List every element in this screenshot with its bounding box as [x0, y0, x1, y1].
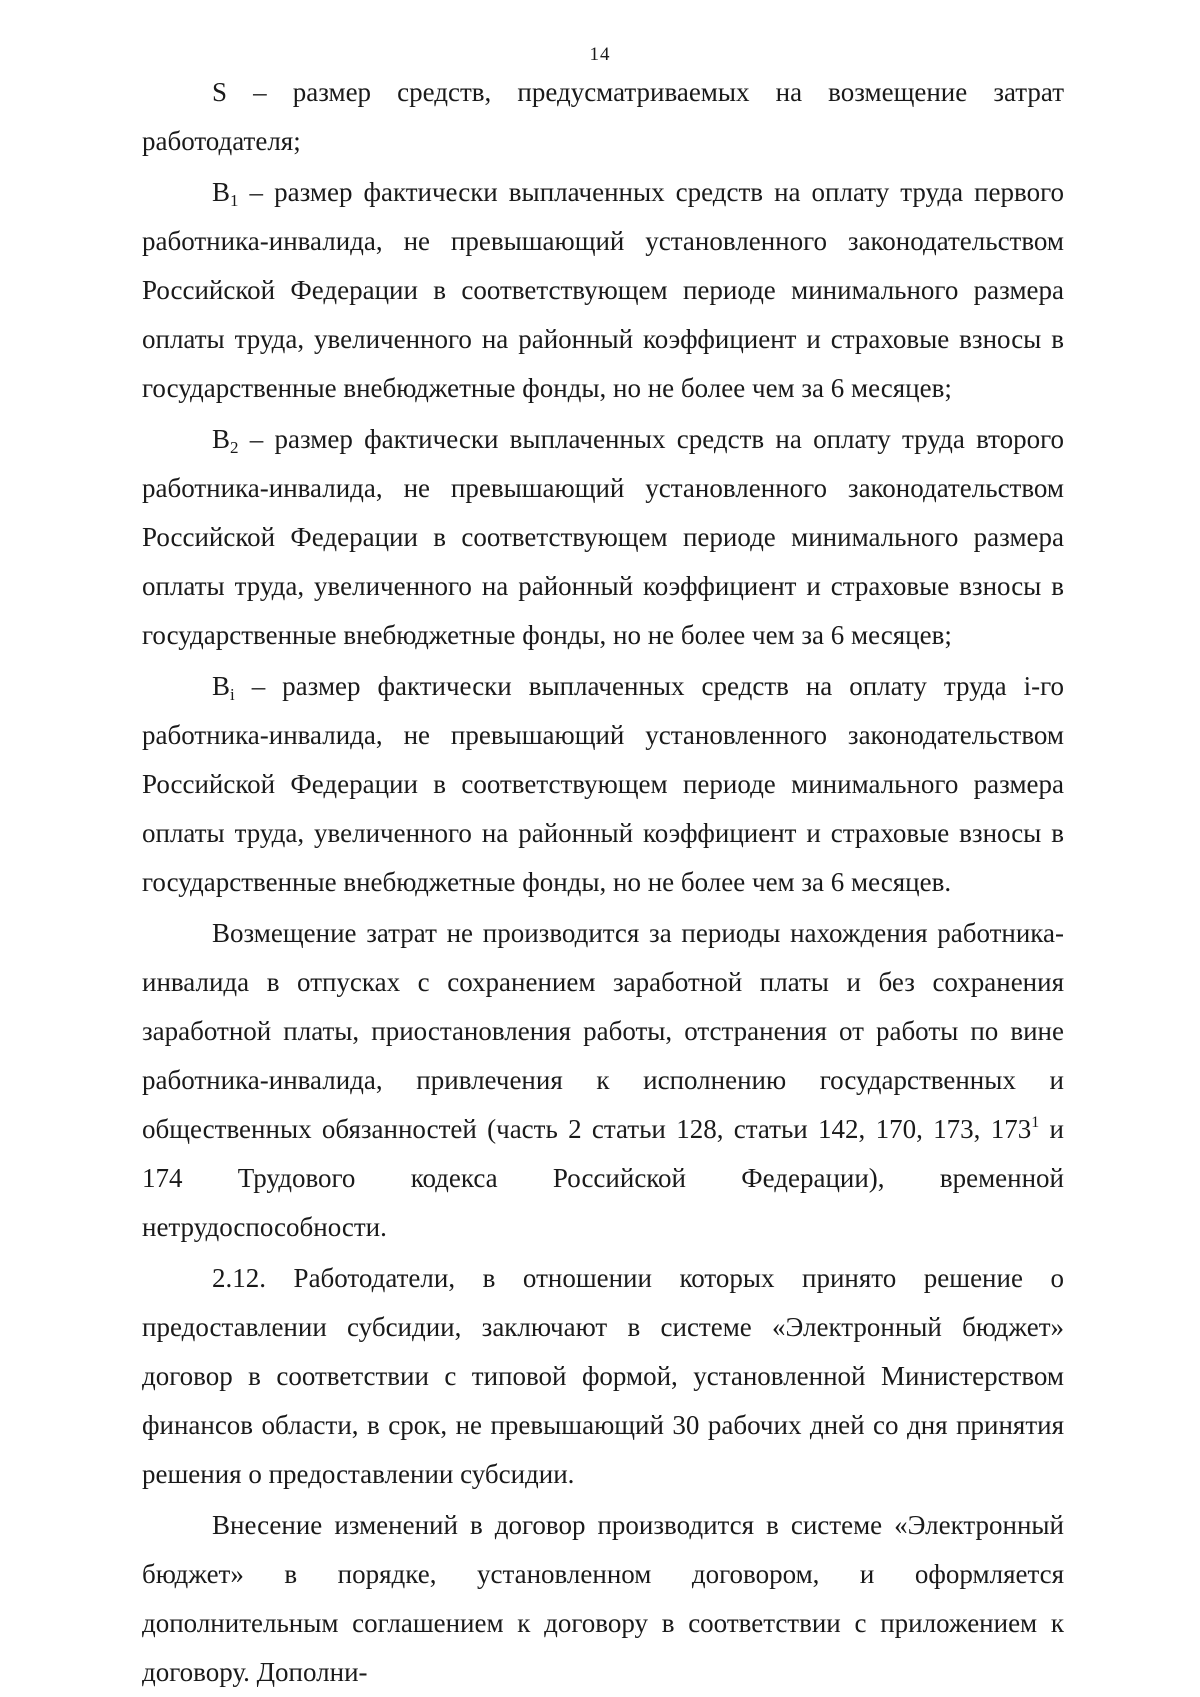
variable-subscript: 2: [230, 438, 239, 457]
paragraph-b2-definition: [142, 415, 1064, 660]
variable-symbol: B: [212, 177, 231, 207]
paragraph-2-12: [142, 1254, 1064, 1499]
variable-symbol: B: [212, 424, 231, 454]
article-superscript: 1: [1031, 1114, 1040, 1131]
document-body: [142, 68, 1064, 1697]
paragraph-contract-amendments: [142, 1501, 1064, 1697]
variable-subscript: i: [230, 685, 235, 704]
paragraph-text: – размер фактически выплаченных средств на оплату труда первого работника-инвалида, не превышающий установленного законодательством Российской Федерации в соответствующем периоде минимального размера оплаты труда, увеличенного на районный коэффициент и страховые взносы в государственные внебюджетные фонды, но не более чем за 6 месяцев;: [142, 177, 1064, 403]
variable-subscript: 1: [230, 191, 239, 210]
paragraph-b1-definition: [142, 168, 1064, 413]
paragraph-text: 2.12. Работодатели, в отношении которых принято решение о предоставлении субсидии, заключают в системе «Электронный бюджет» договор в соответствии с типовой формой, установленной Министерством финансов области, в срок, не превышающий 30 рабочих дней со дня принятия решения о предоставлении субсидии.: [142, 1263, 1064, 1489]
paragraph-text: и 174 Трудового кодекса Российской Федерации), временной нетрудоспособности.: [142, 1114, 1064, 1242]
paragraph-text: – размер фактически выплаченных средств на оплату труда второго работника-инвалида, не превышающий установленного законодательством Российской Федерации в соответствующем периоде минимального размера оплаты труда, увеличенного на районный коэффициент и страховые взносы в государственные внебюджетные фонды, но не более чем за 6 месяцев;: [142, 424, 1064, 650]
paragraph-text: S – размер средств, предусматриваемых на возмещение затрат работодателя;: [142, 77, 1064, 156]
variable-symbol: B: [212, 671, 231, 701]
paragraph-text: Внесение изменений в договор производится в системе «Электронный бюджет» в порядке, установленном договором, и оформляется дополнительным соглашением к договору в соответствии с приложением к договору. Дополни-: [142, 1510, 1064, 1687]
paragraph-bi-definition: [142, 662, 1064, 907]
paragraph-reimbursement-exclusions: [142, 909, 1064, 1252]
paragraph-s-definition: [142, 68, 1064, 166]
paragraph-text: – размер фактически выплаченных средств на оплату труда i-го работника-инвалида, не превышающий установленного законодательством Российской Федерации в соответствующем периоде минимального размера оплаты труда, увеличенного на районный коэффициент и страховые взносы в государственные внебюджетные фонды, но не более чем за 6 месяцев.: [142, 671, 1064, 897]
page-number: 14: [589, 44, 611, 65]
paragraph-text: Возмещение затрат не производится за периоды нахождения работника-инвалида в отпусках с сохранением заработной платы и без сохранения заработной платы, приостановления работы, отстранения от работы по вине работника-инвалида, привлечения к исполнению государственных и общественных обязанностей (часть 2 статьи 128, статьи 142, 170, 173, 173: [142, 918, 1064, 1144]
